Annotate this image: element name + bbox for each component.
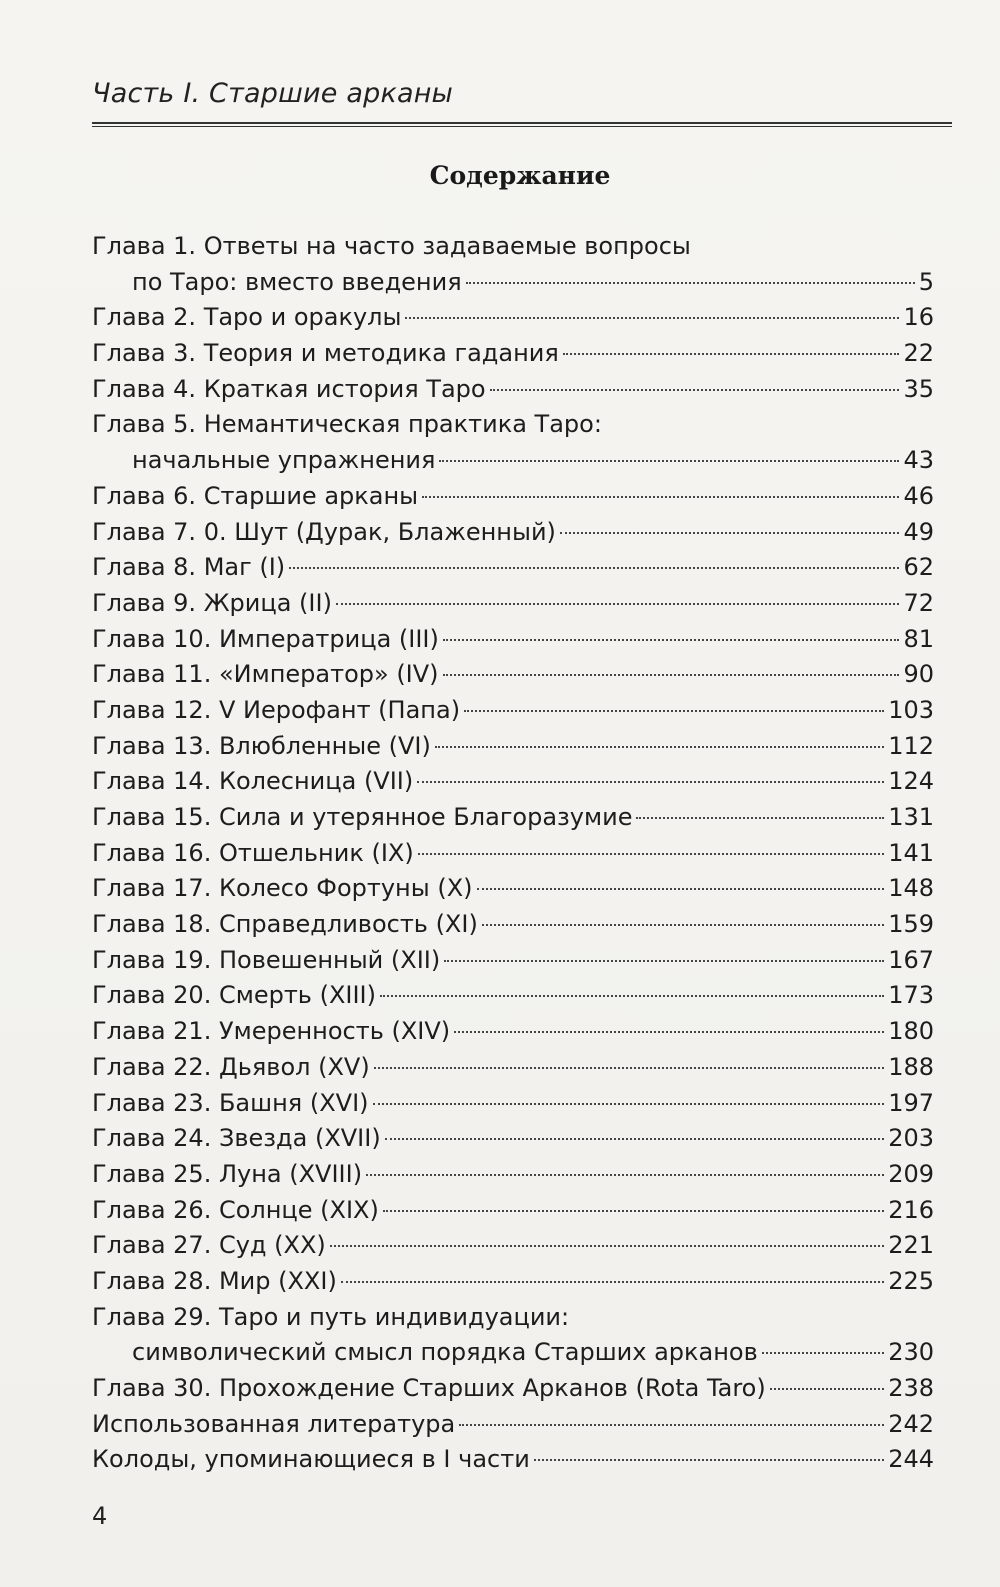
toc-entry[interactable]	[92, 515, 934, 551]
toc-page-number: 180	[888, 1017, 934, 1046]
toc-entry-title: Глава 21. Умеренность (XIV)	[92, 1017, 451, 1046]
running-header: Часть I. Старшие арканы	[92, 78, 454, 109]
toc-page-number: 209	[888, 1159, 934, 1188]
toc-entry-title: Глава 30. Прохождение Старших Арканов (Rota Taro)	[92, 1374, 766, 1402]
toc-entry[interactable]	[92, 1193, 934, 1229]
dot-leader	[385, 1138, 884, 1140]
dot-leader	[330, 1245, 884, 1247]
dot-leader	[422, 496, 899, 498]
toc-entry[interactable]	[92, 836, 934, 872]
toc-entry[interactable]	[92, 622, 934, 658]
dot-leader	[464, 710, 884, 712]
toc-entry-title: Глава 5. Немантическая практика Таро:	[92, 410, 602, 439]
toc-page-number: 221	[888, 1231, 934, 1260]
toc-entry[interactable]	[92, 1407, 934, 1443]
toc-entry-title: Глава 1. Ответы на часто задаваемые вопросы	[92, 232, 691, 260]
toc-entry-title: Глава 9. Жрица (II)	[92, 588, 332, 617]
toc-entry[interactable]	[92, 550, 934, 586]
toc-entry[interactable]	[92, 729, 934, 765]
toc-entry-title: Глава 16. Отшельник (IX)	[92, 838, 414, 867]
toc-page-number: 22	[903, 339, 934, 368]
toc-entry-title: Глава 14. Колесница (VII)	[92, 767, 414, 796]
toc-entry[interactable]	[92, 407, 934, 478]
toc-page-number: 244	[888, 1445, 934, 1474]
toc-page-number: 141	[888, 838, 934, 867]
toc-line	[92, 1371, 934, 1407]
toc-line	[92, 1300, 934, 1336]
dot-leader	[466, 282, 915, 284]
dot-leader	[443, 639, 900, 641]
toc-entry[interactable]	[92, 871, 934, 907]
toc-entry[interactable]	[92, 800, 934, 836]
dot-leader	[383, 1210, 884, 1212]
dot-leader	[336, 603, 900, 605]
dot-leader	[439, 460, 899, 462]
toc-line	[92, 336, 934, 372]
dot-leader	[374, 1067, 885, 1069]
toc-page-number: 81	[903, 624, 934, 653]
dot-leader	[762, 1352, 884, 1354]
toc-page-number: 90	[903, 660, 934, 689]
toc-line	[92, 764, 934, 800]
toc-entry-title: Глава 18. Справедливость (XI)	[92, 910, 478, 939]
toc-page-number: 188	[888, 1052, 934, 1081]
toc-entry-title: начальные упражнения	[132, 446, 436, 475]
toc-entry[interactable]	[92, 1121, 934, 1157]
toc-line	[92, 229, 934, 265]
page-number: 4	[92, 1502, 108, 1530]
toc-page-number: 225	[888, 1266, 934, 1295]
toc-line	[92, 407, 934, 443]
toc-entry[interactable]	[92, 479, 934, 515]
toc-line	[92, 1442, 934, 1478]
toc-entry-title: Глава 3. Теория и методика гадания	[92, 339, 559, 368]
toc-page-number: 62	[903, 553, 934, 582]
toc-entry-title: Глава 24. Звезда (XVII)	[92, 1124, 381, 1153]
toc-line	[92, 943, 934, 979]
toc-line	[92, 265, 934, 301]
toc-entry-title: Глава 6. Старшие арканы	[92, 481, 419, 510]
toc-page-number: 203	[888, 1124, 934, 1153]
dot-leader	[380, 995, 884, 997]
toc-entry[interactable]	[92, 1371, 934, 1407]
dot-leader	[444, 960, 884, 962]
toc-line	[92, 1407, 934, 1443]
toc-entry[interactable]	[92, 764, 934, 800]
toc-page-number: 46	[903, 481, 934, 510]
toc-entry-title: по Таро: вместо введения	[132, 267, 462, 296]
table-of-contents	[92, 229, 934, 1478]
toc-line	[92, 1335, 934, 1371]
toc-entry[interactable]	[92, 1264, 934, 1300]
toc-entry[interactable]	[92, 1228, 934, 1264]
toc-entry[interactable]	[92, 1442, 934, 1478]
toc-entry[interactable]	[92, 978, 934, 1014]
toc-page-number: 148	[888, 874, 934, 903]
toc-entry-title: Глава 29. Таро и путь индивидуации:	[92, 1302, 570, 1331]
toc-entry[interactable]	[92, 693, 934, 729]
toc-page-number: 173	[888, 981, 934, 1010]
toc-page-number: 49	[903, 517, 934, 546]
toc-line	[92, 657, 934, 693]
toc-entry-title: Глава 20. Смерть (XIII)	[92, 981, 376, 1010]
toc-page-number: 72	[903, 588, 934, 617]
toc-page-number: 159	[888, 910, 934, 939]
toc-line	[92, 586, 934, 622]
dot-leader	[563, 353, 900, 355]
toc-entry-title: Колоды, упоминающиеся в I части	[92, 1445, 530, 1474]
toc-page-number: 35	[903, 374, 934, 403]
toc-line	[92, 1086, 934, 1122]
toc-entry-title: символический смысл порядка Старших арканов	[132, 1338, 758, 1367]
toc-entry-title: Использованная литература	[92, 1409, 456, 1438]
toc-line	[92, 372, 934, 408]
toc-entry-title: Глава 27. Суд (XX)	[92, 1231, 326, 1260]
toc-page-number: 16	[903, 303, 934, 332]
toc-entry[interactable]	[92, 1086, 934, 1122]
toc-page-number: 197	[888, 1088, 934, 1117]
dot-leader	[477, 888, 885, 890]
dot-leader	[459, 1424, 884, 1426]
toc-line	[92, 1121, 934, 1157]
toc-line	[92, 443, 934, 479]
toc-line	[92, 978, 934, 1014]
dot-leader	[560, 532, 900, 534]
toc-entry-title: Глава 26. Солнце (XIX)	[92, 1195, 379, 1224]
dot-leader	[341, 1281, 884, 1283]
toc-line	[92, 836, 934, 872]
toc-entry[interactable]	[92, 300, 934, 336]
dot-leader	[443, 674, 900, 676]
dot-leader	[417, 781, 884, 783]
toc-entry-title: Глава 17. Колесо Фортуны (X)	[92, 874, 473, 903]
toc-entry[interactable]	[92, 1014, 934, 1050]
dot-leader	[405, 317, 899, 319]
toc-entry-title: Глава 12. V Иерофант (Папа)	[92, 695, 461, 724]
toc-line	[92, 1264, 934, 1300]
dot-leader	[490, 389, 900, 391]
dot-leader	[289, 567, 899, 569]
toc-title: Содержание	[429, 161, 611, 190]
dot-leader	[482, 924, 884, 926]
toc-line	[92, 693, 934, 729]
toc-line	[92, 1157, 934, 1193]
toc-line	[92, 1228, 934, 1264]
toc-entry[interactable]	[92, 229, 934, 300]
toc-page-number: 103	[888, 695, 934, 724]
header-rule	[92, 122, 952, 127]
toc-page-number: 112	[888, 731, 934, 760]
toc-page-number: 5	[918, 267, 934, 296]
toc-entry[interactable]	[92, 1157, 934, 1193]
toc-page-number: 230	[888, 1338, 934, 1367]
toc-line	[92, 800, 934, 836]
dot-leader	[454, 1031, 884, 1033]
toc-page-number: 43	[903, 446, 934, 475]
dot-leader	[418, 853, 884, 855]
toc-page-number: 131	[888, 803, 934, 831]
toc-line	[92, 300, 934, 336]
toc-line	[92, 550, 934, 586]
toc-entry[interactable]	[92, 657, 934, 693]
toc-line	[92, 479, 934, 515]
toc-entry-title: Глава 8. Маг (I)	[92, 553, 286, 582]
dot-leader	[534, 1459, 884, 1461]
toc-entry-title: Глава 19. Повешенный (XII)	[92, 945, 441, 974]
toc-entry[interactable]	[92, 372, 934, 408]
toc-page-number: 124	[888, 767, 934, 796]
dot-leader	[373, 1103, 885, 1105]
dot-leader	[636, 817, 884, 819]
toc-page-number: 167	[888, 945, 934, 974]
toc-entry-title: Глава 10. Императрица (III)	[92, 624, 439, 653]
toc-entry[interactable]	[92, 1050, 934, 1086]
toc-entry-title: Глава 11. «Император» (IV)	[92, 660, 439, 689]
toc-line	[92, 1193, 934, 1229]
toc-line	[92, 871, 934, 907]
toc-entry-title: Глава 13. Влюбленные (VI)	[92, 731, 431, 760]
toc-entry-title: Глава 4. Краткая история Таро	[92, 374, 486, 403]
toc-entry-title: Глава 23. Башня (XVI)	[92, 1088, 369, 1117]
toc-page-number: 216	[888, 1195, 934, 1224]
toc-entry-title: Глава 15. Сила и утерянное Благоразумие	[92, 803, 633, 831]
dot-leader	[770, 1388, 884, 1390]
toc-line	[92, 907, 934, 943]
toc-entry-title: Глава 28. Мир (XXI)	[92, 1266, 337, 1295]
toc-entry[interactable]	[92, 907, 934, 943]
toc-line	[92, 1014, 934, 1050]
toc-entry[interactable]	[92, 336, 934, 372]
toc-line	[92, 1050, 934, 1086]
toc-entry[interactable]	[92, 943, 934, 979]
toc-entry[interactable]	[92, 586, 934, 622]
toc-entry-title: Глава 7. 0. Шут (Дурак, Блаженный)	[92, 517, 556, 546]
dot-leader	[435, 746, 884, 748]
toc-line	[92, 515, 934, 551]
toc-entry-title: Глава 2. Таро и оракулы	[92, 303, 402, 332]
toc-page-number: 238	[888, 1374, 934, 1402]
toc-entry-title: Глава 22. Дьявол (XV)	[92, 1052, 370, 1081]
dot-leader	[366, 1174, 884, 1176]
toc-page-number: 242	[888, 1409, 934, 1438]
toc-line	[92, 622, 934, 658]
toc-entry[interactable]	[92, 1300, 934, 1371]
toc-entry-title: Глава 25. Луна (XVIII)	[92, 1159, 363, 1188]
toc-line	[92, 729, 934, 765]
